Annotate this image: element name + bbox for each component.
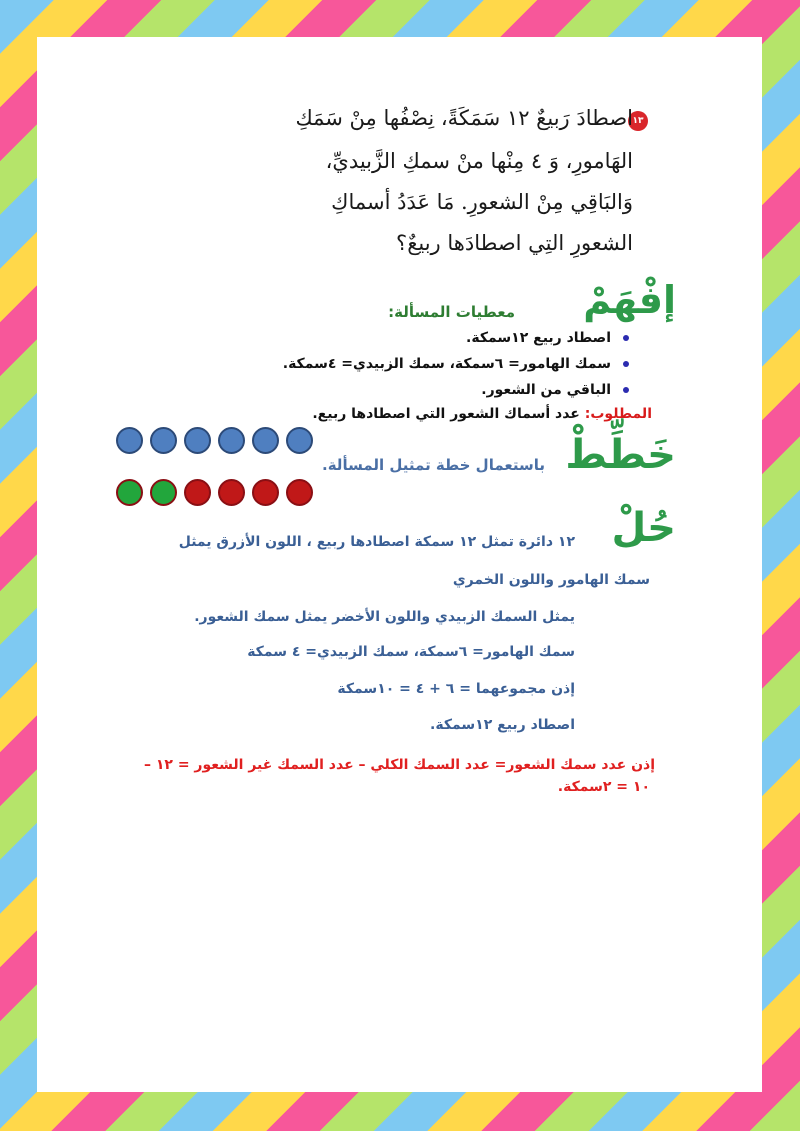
final-answer-line-1: إذن عدد سمك الشعور= عدد السمك الكلي – عدد السمك غير الشعور = ١٢ – [143,757,655,773]
bullet-dot-icon [623,335,629,341]
givens-title: معطيات المسألة: [388,303,515,321]
model-circle-blue [252,427,279,454]
plan-heading-icon: خَطِّطْ [565,432,676,478]
bullet-dot-icon [623,387,629,393]
given-item-text: سمك الهامور= ٦سمكة، سمك الزبيدي= ٤سمكة. [282,356,611,372]
given-item-text: اصطاد ربيع ١٢سمكة. [466,330,611,346]
solve-line-3: يمثل السمك الزبيدي واللون الأخضر يمثل سمك الشعور. [194,609,575,625]
solve-line-4: سمك الهامور= ٦سمكة، سمك الزبيدي= ٤ سمكة [247,644,575,660]
solve-line-2: سمك الهامور واللون الخمري [452,572,650,588]
solve-heading-icon: حُلْ [611,505,676,551]
model-circle-blue [218,427,245,454]
problem-line-1: اصطادَ رَبيعٌ ١٢ سَمَكَةً، نِصْفُها مِنْ سَمَكِ [295,106,633,130]
problem-line-4: الشعورِ التِي اصطادَها ربيعٌ؟ [396,231,633,255]
final-answer-line-2: ١٠ = ٢سمكة. [557,779,650,795]
solve-line-6: اصطاد ربيع ١٢سمكة. [430,717,575,733]
given-item-3 [481,382,629,398]
understand-heading-icon: إفْهَمْ [583,278,676,322]
model-circle-green [150,479,177,506]
solve-line-5: إذن مجموعهما = ٦ + ٤ = ١٠سمكة [337,681,575,697]
problem-line-2: الهَامورِ، وَ ٤ مِنْها منْ سمكِ الزَّبيديِّ، [325,149,633,173]
problem-number-badge: ١٣ [628,111,648,131]
model-circle-red [184,479,211,506]
solve-line-1: ١٢ دائرة تمثل ١٢ سمكة اصطادها ربيع ، اللون الأزرق يمثل [178,534,575,550]
problem-line-3: وَالبَاقِي مِنْ الشعورِ. مَا عَدَدُ أسماكِ [331,190,633,214]
model-circle-red [218,479,245,506]
model-circle-green [116,479,143,506]
model-circle-red [286,479,313,506]
plan-text: باستعمال خطة تمثيل المسألة. [322,456,545,474]
model-circle-red [252,479,279,506]
required-line [312,406,652,422]
model-circle-blue [150,427,177,454]
given-item-1 [466,330,629,346]
model-circle-blue [184,427,211,454]
model-circle-blue [286,427,313,454]
given-item-text: الباقي من الشعور. [481,382,611,398]
required-text: عدد أسماك الشعور التي اصطادها ربيع. [312,406,580,422]
given-item-2 [283,356,629,372]
bullet-dot-icon [623,361,629,367]
required-label: المطلوب: [584,406,652,422]
model-circle-blue [116,427,143,454]
